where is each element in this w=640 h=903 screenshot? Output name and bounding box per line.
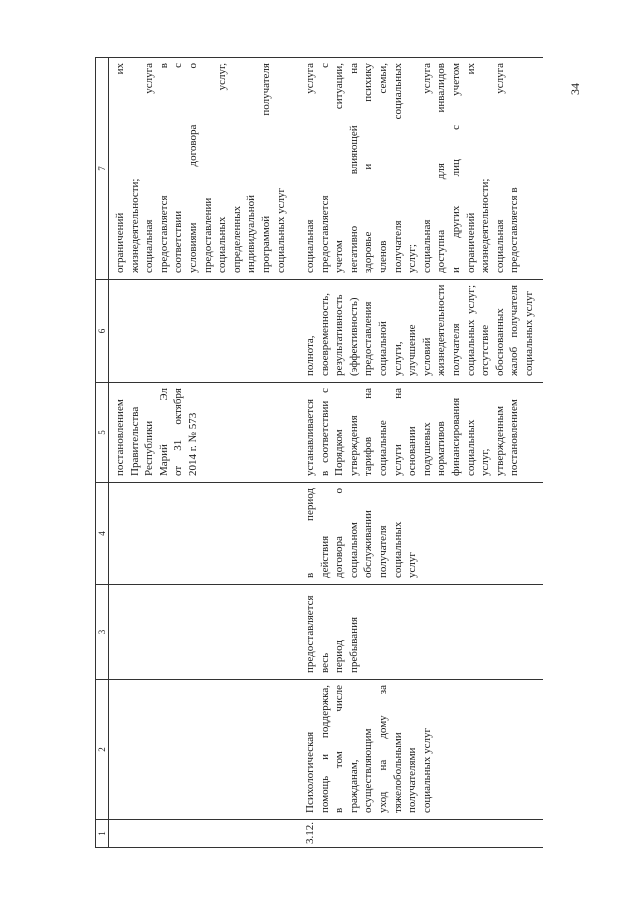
text-line: Психологическая [304,731,316,813]
text-line: устанавливается [304,398,316,476]
text-line: помощь и поддержка, [318,685,331,813]
text-line: (эффективность) [347,297,360,376]
cont-col5-cell [109,383,300,483]
text-line: предоставляется с [318,63,331,273]
text-line: ограничений их [114,63,126,273]
quality-indicators-cell [299,280,543,383]
text-line: социальных услуг [420,727,433,813]
text-line: Правительства [128,406,141,476]
text-line: услуг; [406,244,419,273]
text-line: утверждения [347,415,360,476]
column-number-row [96,58,109,848]
text-line: в соответствии с [318,388,331,476]
cont-col6 [109,280,300,383]
text-line: социальных услуг [522,290,535,376]
text-line: улучшение условий [406,324,433,376]
text-line: в период [304,488,316,578]
column-header-2: 2 [96,680,109,820]
text-line: социальная услуга [304,63,316,273]
text-line: и других лиц с учетом [449,63,462,273]
text-line: основании [406,426,419,476]
text-line: предоставления [362,301,375,376]
text-line: уход на дому за [376,685,389,813]
text-line: социальная услуга [420,63,433,273]
text-line: жалоб получателя [508,285,521,376]
text-line: программой получателя [259,63,272,273]
text-line: ограничений их [464,63,477,273]
text-line: жизнедеятельности; [128,178,141,273]
text-line: утвержденным [493,405,506,476]
text-line: своевременность, [318,293,331,376]
text-line: получателями [406,747,419,813]
page-number: 34 [568,83,582,95]
column-header-6: 6 [96,280,109,383]
text-line: действия [318,535,331,578]
text-line: 2014 г. № 573 [186,412,199,476]
text-line: здоровье и психику [362,63,375,273]
column-header-1: 1 [96,820,109,848]
text-line: получателя социальных [391,63,404,273]
text-line: обслуживании [362,510,375,578]
text-line: предоставляется весь [304,595,331,673]
text-line: в том числе [333,685,346,813]
cont-col3 [109,585,300,680]
cont-col4 [109,483,300,585]
text-line: социальных [391,521,404,578]
text-line: постановлением [508,399,521,476]
text-line: услуг [406,552,419,578]
text-line: тяжелобольными [391,732,404,813]
text-line: финансирования [449,397,462,476]
text-line: тарифов на [362,388,375,476]
text-line: обоснованных [493,308,506,376]
service-tariff-cell [299,383,543,483]
text-line: соответствии с [172,63,185,273]
text-line: период пребывания [333,616,360,673]
text-line: получателя [449,323,462,376]
text-line: негативно влияющей на [347,63,360,273]
text-line: услуги на [391,388,404,476]
text-line: социальных услуг [274,187,287,273]
text-line: гражданам, [347,759,360,813]
text-line: социальная услуга [493,63,506,273]
service-name-cell [299,680,543,820]
column-header-7: 7 [96,58,109,280]
text-line: предоставляется в [157,63,170,273]
text-line: услуг, [479,448,492,476]
service-description-cell [299,585,543,680]
cont-col1 [109,820,300,848]
text-line: подушевых [420,422,433,476]
row-3-12 [299,58,543,848]
text-line: результативность [333,294,346,376]
text-line: договора о [333,488,346,578]
text-line: социальная услуга [143,63,156,273]
text-line: полнота, [304,335,316,376]
text-line: Республики [143,420,156,476]
text-line: нормативов [435,421,448,476]
text-line: постановлением [114,399,126,476]
column-header-5: 5 [96,383,109,483]
text-line: социальных услуг; [464,285,477,376]
text-line: предоставлении [201,197,214,273]
row-number: 3.12. [299,820,543,848]
services-table [95,57,543,848]
text-line: жизнедеятельности [435,284,448,376]
text-line: социальном [347,522,360,578]
text-line: получателя [376,525,389,578]
text-line: социальные [376,420,389,476]
text-line: членов семьи, [376,63,389,273]
text-line: от 31 октября [172,388,185,476]
continuation-row [109,58,300,848]
text-line: предоставляется в [508,187,521,273]
text-line: осуществляющим [362,728,375,813]
cont-col2 [109,680,300,820]
column-header-3: 3 [96,585,109,680]
service-conditions-cell [299,58,543,280]
text-line: доступна для инвалидов [435,63,448,273]
column-header-4: 4 [96,483,109,585]
text-line: социальных [464,419,477,476]
service-term-cell [299,483,543,585]
text-line: социальной услуги, [376,321,404,376]
text-line: Марий Эл [157,388,170,476]
text-line: Порядком [333,429,346,476]
text-line: учетом ситуации, [333,63,346,273]
text-line: отсутствие [479,324,492,376]
text-line: условиями договора о [186,63,199,273]
text-line: социальных услуг, [216,63,229,273]
text-line: индивидуальной [245,194,258,273]
text-line: жизнедеятельности; [479,178,492,273]
text-line: определенных [230,205,243,273]
cont-col7-cell [109,58,300,280]
